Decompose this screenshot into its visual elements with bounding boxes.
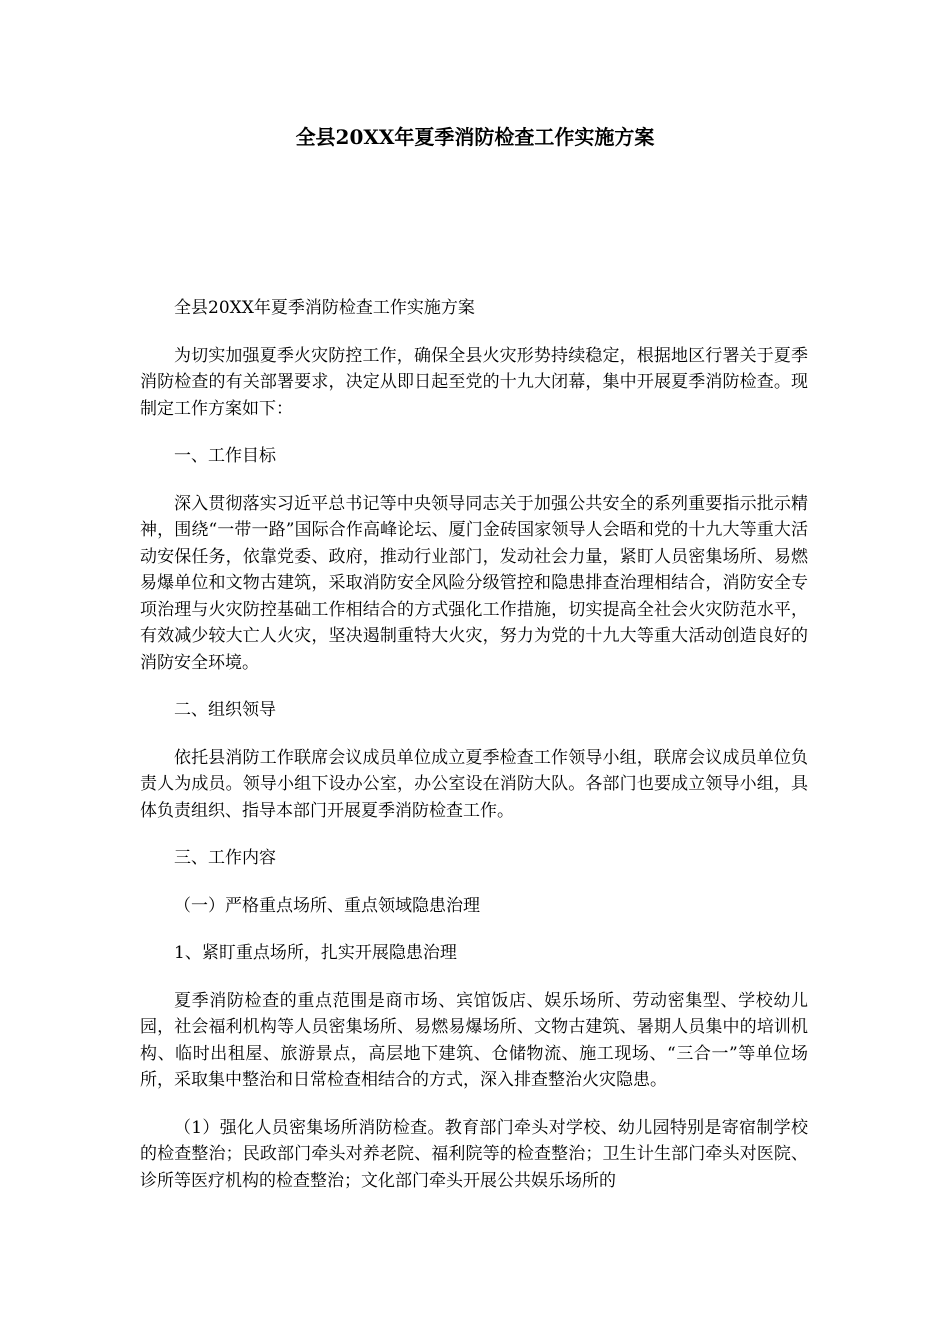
paragraph-crowded-places: （1）强化人员密集场所消防检查。教育部门牵头对学校、幼儿园特别是寄宿制学校的检查整治；民政部门牵头对养老院、福利院等的检查整治；卫生计生部门牵头对医院、诊所等医疗机构的检查整治；文化部门牵头开展公共娱乐场所的 <box>140 1117 808 1191</box>
paragraph-goals: 深入贯彻落实习近平总书记等中央领导同志关于加强公共安全的系列重要指示批示精神，围绕“一带一路”国际合作高峰论坛、厦门金砖国家领导人会晤和党的十九大等重大活动安保任务，依靠党委、政府，推动行业部门，发动社会力量，紧盯人员密集场所、易燃易爆单位和文物古建筑，采取消防安全风险分级管控和隐患排查治理相结合，消防安全专项治理与火灾防控基础工作相结合的方式强化工作措施，切实提高全社会火灾防范水平，有效减少较大亡人火灾，坚决遏制重特大火灾，努力为党的十九大等重大活动创造良好的消防安全环境。 <box>140 493 808 673</box>
document-body <box>140 295 808 1215</box>
paragraph-scope: 夏季消防检查的重点范围是商市场、宾馆饭店、娱乐场所、劳动密集型、学校幼儿园，社会福利机构等人员密集场所、易燃易爆场所、文物古建筑、暑期人员集中的培训机构、临时出租屋、旅游景点，高层地下建筑、仓储物流、施工现场、“三合一”等单位场所，采取集中整治和日常检查相结合的方式，深入排查整治火灾隐患。 <box>140 990 808 1090</box>
section-heading-content: 三、工作内容 <box>174 848 276 868</box>
subsection-heading-1: （一）严格重点场所、重点领域隐患治理 <box>174 895 480 916</box>
document-title: 全县20XX年夏季消防检查工作实施方案 <box>295 125 655 149</box>
paragraph-subtitle: 全县20XX年夏季消防检查工作实施方案 <box>174 298 475 318</box>
paragraph-intro: 为切实加强夏季火灾防控工作，确保全县火灾形势持续稳定，根据地区行署关于夏季消防检查的有关部署要求，决定从即日起至党的十九大闭幕，集中开展夏季消防检查。现制定工作方案如下： <box>140 345 808 419</box>
paragraph-leadership: 依托县消防工作联席会议成员单位成立夏季检查工作领导小组，联席会议成员单位负责人为成员。领导小组下设办公室，办公室设在消防大队。各部门也要成立领导小组，具体负责组织、指导本部门开展夏季消防检查工作。 <box>140 747 808 821</box>
section-heading-goals: 一、工作目标 <box>174 446 276 466</box>
section-heading-leadership: 二、组织领导 <box>174 700 276 720</box>
item-heading-1: 1、紧盯重点场所，扎实开展隐患治理 <box>174 943 457 963</box>
